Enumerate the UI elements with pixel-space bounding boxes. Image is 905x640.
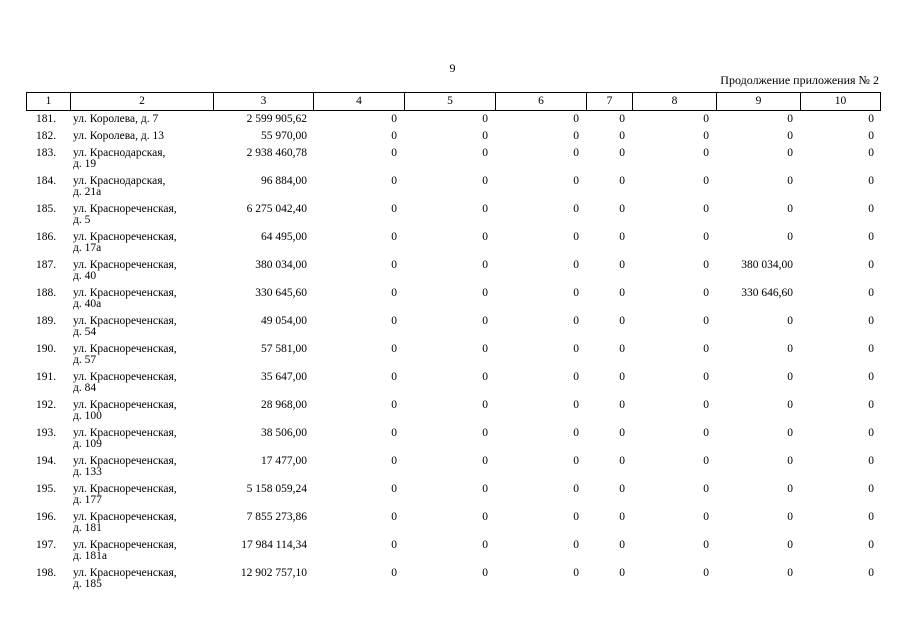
address-line-1: ул. Краснореченская, [73,371,177,383]
value-col10: 0 [868,287,874,299]
value-col6: 0 [573,175,579,187]
amount-col3: 96 884,00 [261,175,307,187]
value-col10: 0 [868,113,874,125]
table-row [26,204,880,232]
value-col5: 0 [482,113,488,125]
value-col7: 0 [619,147,625,159]
table-row [26,540,880,568]
value-col8: 0 [703,113,709,125]
value-col4: 0 [391,113,397,125]
value-col7: 0 [619,259,625,271]
value-col9: 0 [787,483,793,495]
continuation-label: Продолжение приложения № 2 [720,73,879,87]
value-col4: 0 [391,175,397,187]
table-row [26,131,880,148]
value-col8: 0 [703,455,709,467]
value-col9: 0 [787,427,793,439]
value-col10: 0 [868,343,874,355]
row-number: 186. [36,231,57,243]
value-col4: 0 [391,343,397,355]
address-line-2: д. 177 [73,494,102,506]
table-row [26,176,880,204]
value-col7: 0 [619,511,625,523]
table-row [26,456,880,484]
address-line-2: д. 19 [73,158,97,170]
amount-col3: 2 938 460,78 [246,147,307,159]
value-col7: 0 [619,130,625,142]
value-col8: 0 [703,483,709,495]
address-line-2: д. 40а [73,298,102,310]
row-number: 192. [36,399,57,411]
value-col7: 0 [619,399,625,411]
value-col7: 0 [619,483,625,495]
value-col8: 0 [703,130,709,142]
address [70,316,213,344]
value-col6: 0 [573,399,579,411]
value-col5: 0 [482,371,488,383]
address [70,260,213,288]
column-header-7: 7 [587,93,633,111]
value-col4: 0 [391,483,397,495]
row-number: 193. [36,427,57,439]
table-row [26,400,880,428]
value-col6: 0 [573,511,579,523]
value-col10: 0 [868,511,874,523]
value-col8: 0 [703,315,709,327]
value-col10: 0 [868,455,874,467]
value-col5: 0 [482,231,488,243]
row-number: 195. [36,483,57,495]
address-line-1: ул. Краснореченская, [73,455,177,467]
value-col8: 0 [703,147,709,159]
column-header-2: 2 [71,93,214,111]
row-number: 191. [36,371,57,383]
value-col4: 0 [391,130,397,142]
address-line-2: д. 185 [73,578,102,590]
row-number: 187. [36,259,57,271]
address [70,288,213,316]
value-col5: 0 [482,259,488,271]
row-number: 194. [36,455,57,467]
column-number-header [26,92,881,111]
address-line-2: д. 109 [73,438,102,450]
address-line-1: ул. Краснореченская, [73,259,177,271]
value-col6: 0 [573,343,579,355]
value-col8: 0 [703,371,709,383]
value-col5: 0 [482,147,488,159]
value-col8: 0 [703,399,709,411]
amount-col3: 12 902 757,10 [240,567,307,579]
value-col6: 0 [573,147,579,159]
address-line-2: д. 54 [73,326,97,338]
address-line-1: ул. Краснореченская, [73,231,177,243]
value-col10: 0 [868,371,874,383]
row-number: 190. [36,343,57,355]
value-col10: 0 [868,147,874,159]
value-col7: 0 [619,315,625,327]
row-number: 182. [36,130,57,142]
value-col10: 0 [868,483,874,495]
address-line-1: ул. Краснореченская, [73,539,177,551]
table-row [26,512,880,540]
table-row [26,288,880,316]
value-col5: 0 [482,287,488,299]
value-col9: 0 [787,130,793,142]
address-line-2: д. 40 [73,270,97,282]
value-col4: 0 [391,259,397,271]
address-line-1: ул. Краснореченская, [73,203,177,215]
value-col9: 0 [787,113,793,125]
value-col5: 0 [482,399,488,411]
address-line-2: д. 181а [73,550,107,562]
value-col6: 0 [573,203,579,215]
table-row [26,148,880,176]
value-col9: 0 [787,343,793,355]
page-number: 9 [449,61,456,75]
value-col7: 0 [619,539,625,551]
value-col10: 0 [868,315,874,327]
table-row [26,372,880,400]
value-col8: 0 [703,567,709,579]
value-col6: 0 [573,567,579,579]
amount-col3: 49 054,00 [261,315,307,327]
value-col7: 0 [619,371,625,383]
value-col6: 0 [573,287,579,299]
value-col5: 0 [482,175,488,187]
address [70,540,213,568]
value-col9: 380 034,00 [741,259,793,271]
value-col4: 0 [391,511,397,523]
table-row [26,260,880,288]
value-col9: 0 [787,231,793,243]
address-line-1: ул. Королева, д. 13 [73,130,165,142]
amount-col3: 35 647,00 [261,371,307,383]
address-line-2: д. 21а [73,186,102,198]
address [70,176,213,204]
value-col9: 0 [787,315,793,327]
address [70,344,213,372]
address [70,232,213,260]
value-col10: 0 [868,175,874,187]
value-col7: 0 [619,113,625,125]
column-header-6: 6 [496,93,587,111]
amount-col3: 2 599 905,62 [246,113,307,125]
value-col4: 0 [391,315,397,327]
amount-col3: 64 495,00 [261,231,307,243]
value-col8: 0 [703,175,709,187]
amount-col3: 28 968,00 [261,399,307,411]
value-col10: 0 [868,259,874,271]
row-number: 198. [36,567,57,579]
value-col4: 0 [391,567,397,579]
address [70,428,213,456]
address-line-1: ул. Краснореченская, [73,567,177,579]
value-col6: 0 [573,113,579,125]
value-col9: 0 [787,511,793,523]
value-col6: 0 [573,130,579,142]
table-row [26,316,880,344]
table-row [26,484,880,512]
value-col8: 0 [703,511,709,523]
value-col5: 0 [482,343,488,355]
value-col4: 0 [391,371,397,383]
value-col8: 0 [703,203,709,215]
address-line-2: д. 57 [73,354,97,366]
value-col7: 0 [619,427,625,439]
value-col10: 0 [868,427,874,439]
amount-col3: 330 645,60 [255,287,307,299]
row-number: 184. [36,175,57,187]
address-line-1: ул. Краснореченская, [73,427,177,439]
value-col6: 0 [573,315,579,327]
value-col6: 0 [573,455,579,467]
value-col9: 0 [787,147,793,159]
value-col8: 0 [703,287,709,299]
value-col9: 0 [787,175,793,187]
value-col10: 0 [868,539,874,551]
address-line-1: ул. Краснореченская, [73,315,177,327]
data-table [26,114,880,596]
address [70,568,213,596]
value-col7: 0 [619,287,625,299]
value-col8: 0 [703,231,709,243]
column-header-1: 1 [27,93,71,111]
amount-col3: 17 984 114,34 [241,539,307,551]
address-line-2: д. 17а [73,242,102,254]
value-col4: 0 [391,147,397,159]
value-col5: 0 [482,483,488,495]
address-line-2: д. 100 [73,410,102,422]
value-col4: 0 [391,539,397,551]
row-number: 188. [36,287,57,299]
address-line-1: ул. Краснореченская, [73,287,177,299]
column-header-10: 10 [801,93,881,111]
table-row [26,428,880,456]
row-number: 189. [36,315,57,327]
value-col10: 0 [868,399,874,411]
value-col6: 0 [573,231,579,243]
value-col8: 0 [703,259,709,271]
value-col6: 0 [573,371,579,383]
row-number: 196. [36,511,57,523]
row-number: 183. [36,147,57,159]
value-col6: 0 [573,539,579,551]
amount-col3: 57 581,00 [261,343,307,355]
value-col8: 0 [703,427,709,439]
value-col7: 0 [619,455,625,467]
table-row [26,568,880,596]
value-col5: 0 [482,315,488,327]
amount-col3: 5 158 059,24 [246,483,307,495]
address [70,372,213,400]
value-col10: 0 [868,567,874,579]
address [70,512,213,540]
value-col7: 0 [619,567,625,579]
value-col8: 0 [703,343,709,355]
value-col6: 0 [573,483,579,495]
column-header-5: 5 [405,93,496,111]
amount-col3: 380 034,00 [255,259,307,271]
address [70,148,213,176]
column-header-8: 8 [633,93,717,111]
amount-col3: 6 275 042,40 [246,203,307,215]
column-header-4: 4 [314,93,405,111]
value-col7: 0 [619,203,625,215]
value-col9: 0 [787,203,793,215]
value-col9: 0 [787,399,793,411]
value-col5: 0 [482,130,488,142]
row-number: 185. [36,203,57,215]
value-col5: 0 [482,427,488,439]
address-line-2: д. 181 [73,522,102,534]
row-number: 181. [36,113,57,125]
address-line-1: ул. Краснореченская, [73,483,177,495]
value-col9: 0 [787,455,793,467]
value-col5: 0 [482,203,488,215]
address-line-2: д. 5 [73,214,91,226]
value-col4: 0 [391,287,397,299]
value-col4: 0 [391,455,397,467]
row-number: 197. [36,539,57,551]
value-col4: 0 [391,203,397,215]
amount-col3: 38 506,00 [261,427,307,439]
address [70,400,213,428]
address [70,204,213,232]
address [70,484,213,512]
value-col9: 0 [787,539,793,551]
value-col7: 0 [619,231,625,243]
address-line-1: ул. Краснореченская, [73,399,177,411]
amount-col3: 17 477,00 [261,455,307,467]
value-col6: 0 [573,259,579,271]
value-col4: 0 [391,231,397,243]
value-col10: 0 [868,203,874,215]
amount-col3: 7 855 273,86 [246,511,307,523]
value-col7: 0 [619,175,625,187]
address-line-1: ул. Королева, д. 7 [73,113,159,125]
value-col7: 0 [619,343,625,355]
value-col5: 0 [482,511,488,523]
address [70,456,213,484]
value-col10: 0 [868,231,874,243]
address [70,114,213,131]
value-col9: 330 646,60 [741,287,793,299]
value-col5: 0 [482,539,488,551]
value-col9: 0 [787,567,793,579]
value-col9: 0 [787,371,793,383]
amount-col3: 55 970,00 [261,130,307,142]
address-line-1: ул. Краснодарская, [73,175,166,187]
address-line-1: ул. Краснодарская, [73,147,166,159]
column-header-3: 3 [214,93,314,111]
value-col6: 0 [573,427,579,439]
address-line-2: д. 84 [73,382,97,394]
address-line-1: ул. Краснореченская, [73,343,177,355]
column-header-9: 9 [717,93,801,111]
value-col10: 0 [868,130,874,142]
address-line-1: ул. Краснореченская, [73,511,177,523]
value-col4: 0 [391,427,397,439]
value-col4: 0 [391,399,397,411]
table-row [26,114,880,131]
value-col5: 0 [482,567,488,579]
table-row [26,344,880,372]
table-row [26,232,880,260]
address [70,131,213,148]
value-col5: 0 [482,455,488,467]
address-line-2: д. 133 [73,466,102,478]
value-col8: 0 [703,539,709,551]
